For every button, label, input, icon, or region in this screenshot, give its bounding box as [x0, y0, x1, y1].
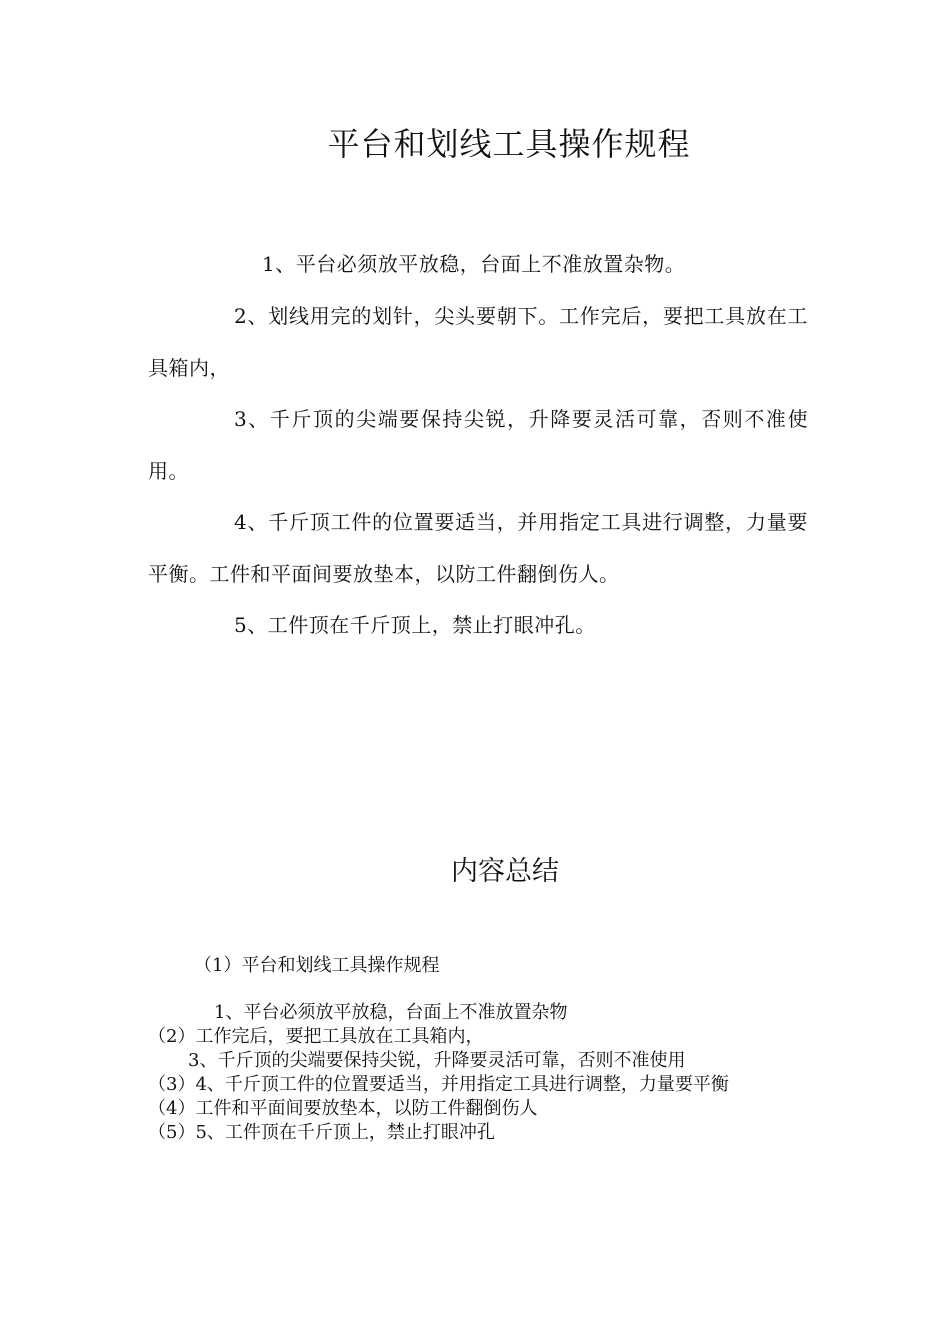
summary-heading: （1）平台和划线工具操作规程: [194, 955, 440, 976]
rule-item-5: 5、工件顶在千斤顶上，禁止打眼冲孔。: [234, 613, 596, 637]
summary-line: （3）4、千斤顶工件的位置要适当，并用指定工具进行调整，力量要平衡: [148, 1074, 729, 1095]
rule-item-2: 2、划线用完的划针，尖头要朝下。工作完后，要把工具放在工具箱内，: [148, 304, 808, 380]
rule-item-1-text: 1、平台必须放平放稳，台面上不准放置杂物。: [262, 252, 686, 276]
summary-list: [148, 1001, 808, 1145]
summary-line: 1、平台必须放平放稳，台面上不准放置杂物: [214, 1002, 568, 1023]
summary-line: （5）5、工件顶在千斤顶上，禁止打眼冲孔: [148, 1122, 495, 1143]
rule-item-4: 4、千斤顶工件的位置要适当，并用指定工具进行调整，力量要平衡。工件和平面间要放垫本，以防工件翻倒伤人。: [148, 510, 808, 586]
document-title: 平台和划线工具操作规程: [327, 125, 691, 163]
rule-item-3: 3、千斤顶的尖端要保持尖锐，升降要灵活可靠，否则不准使用。: [148, 407, 808, 483]
summary-line: （2）工作完后，要把工具放在工具箱内，: [148, 1026, 484, 1047]
summary-title: 内容总结: [451, 856, 559, 887]
summary-line: 3、千斤顶的尖端要保持尖锐，升降要灵活可靠，否则不准使用: [188, 1050, 686, 1071]
summary-line: （4）工件和平面间要放垫本，以防工件翻倒伤人: [148, 1098, 538, 1119]
rule-item-1: [148, 248, 808, 280]
